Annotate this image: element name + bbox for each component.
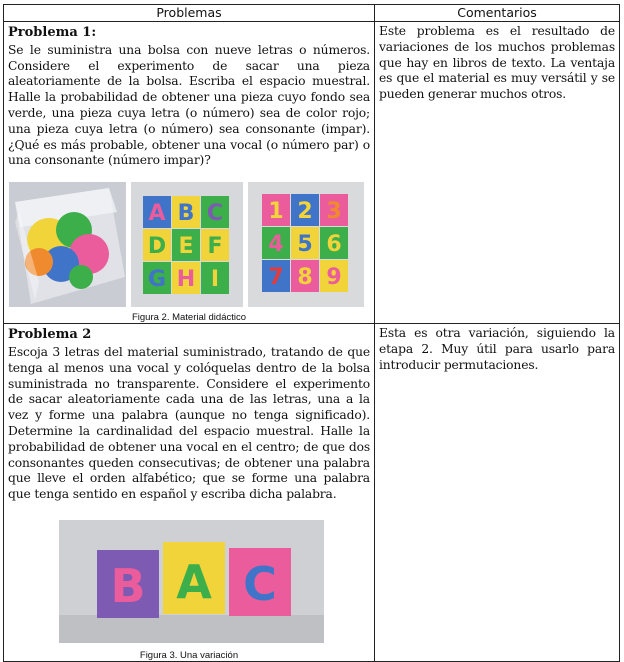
photo3-number: 7: [268, 265, 284, 291]
figure2-photos: [5, 182, 374, 307]
header-comentarios: Comentarios: [375, 5, 620, 22]
photo2-letter: A: [148, 201, 166, 227]
photo3-number: 3: [326, 199, 342, 225]
photo-letter-puzzle: [131, 182, 243, 307]
problem1-cell: [4, 22, 375, 324]
comment2-cell: [375, 324, 620, 662]
figure3-letter: A: [176, 554, 212, 609]
photo3-number: 6: [326, 232, 342, 258]
figure3-letter: C: [243, 556, 277, 611]
comment2-text: Esta es otra variación, siguiendo la etapa 2. Muy útil para usarlo para introducir permutaciones.: [379, 326, 615, 372]
photo2-letter: F: [207, 234, 223, 260]
photo3-number: 9: [326, 265, 342, 291]
problem1-text: Se le suministra una bolsa con nueve letras o números. Considere el experimento de sacar una pieza aleatoriamente de la bolsa. Escriba el espacio muestral. Halle la probabilidad de obtener una pieza cuyo fondo sea verde, una pieza cuya letra (o número) sea de color rojo; una pieza cuya letra (o número) sea consonante (impar). ¿Qué es más probable, obtener una vocal (o número par) o una consonante (número impar)?: [8, 42, 370, 168]
photo3-number: 4: [268, 232, 284, 258]
comment1-text: Este problema es el resultado de variaciones de los muchos problemas que hay en libros de texto. La ventaja es que el material es muy versátil y se pueden generar muchos otros.: [379, 24, 615, 102]
photo3-number: 8: [297, 265, 313, 291]
photo2-letter: C: [206, 201, 224, 227]
figure2-caption: Figura 2. Material didáctico: [131, 312, 247, 324]
photo2-letter: D: [147, 234, 167, 260]
comment1-cell: [375, 22, 620, 324]
photo2-letter: H: [176, 267, 196, 293]
photo3-number: 2: [297, 199, 313, 225]
problem1-title: Problema 1:: [8, 25, 97, 40]
figure3-letter: B: [110, 558, 146, 613]
photo3-number: 5: [297, 232, 313, 258]
photo-bag-of-pieces: [9, 182, 126, 307]
photo-number-puzzle: [248, 182, 364, 307]
figure3-photo: [59, 520, 324, 643]
photo2-letter: G: [147, 267, 167, 293]
problems-table: [3, 4, 620, 662]
photo2-letter: E: [178, 234, 194, 260]
problem2-title: Problema 2: [8, 327, 92, 343]
photo3-number: 1: [268, 199, 284, 225]
problem2-text: Escoja 3 letras del material suministrado, tratando de que tenga al menos una vocal y colóquelas dentro de la bolsa suministrada no transparente. Considere el experimento de sacar aleatoriamente cada una de las letras, una a la vez y forme una palabra (aunque no tenga significado). Determine la cardinalidad del espacio muestral. Halle la probabilidad de obtener una vocal en el centro; de que dos consonantes queden consecutivas; de obtener una palabra que lleve el orden alfabético; que se forme una palabra que tenga sentido en español y escriba dicha palabra.: [8, 344, 370, 502]
problem2-cell: [4, 324, 375, 662]
photo2-letter: I: [210, 267, 220, 293]
figure3-caption: Figura 3. Una variación: [139, 649, 239, 661]
photo2-letter: B: [177, 201, 195, 227]
header-problemas: Problemas: [4, 5, 375, 22]
